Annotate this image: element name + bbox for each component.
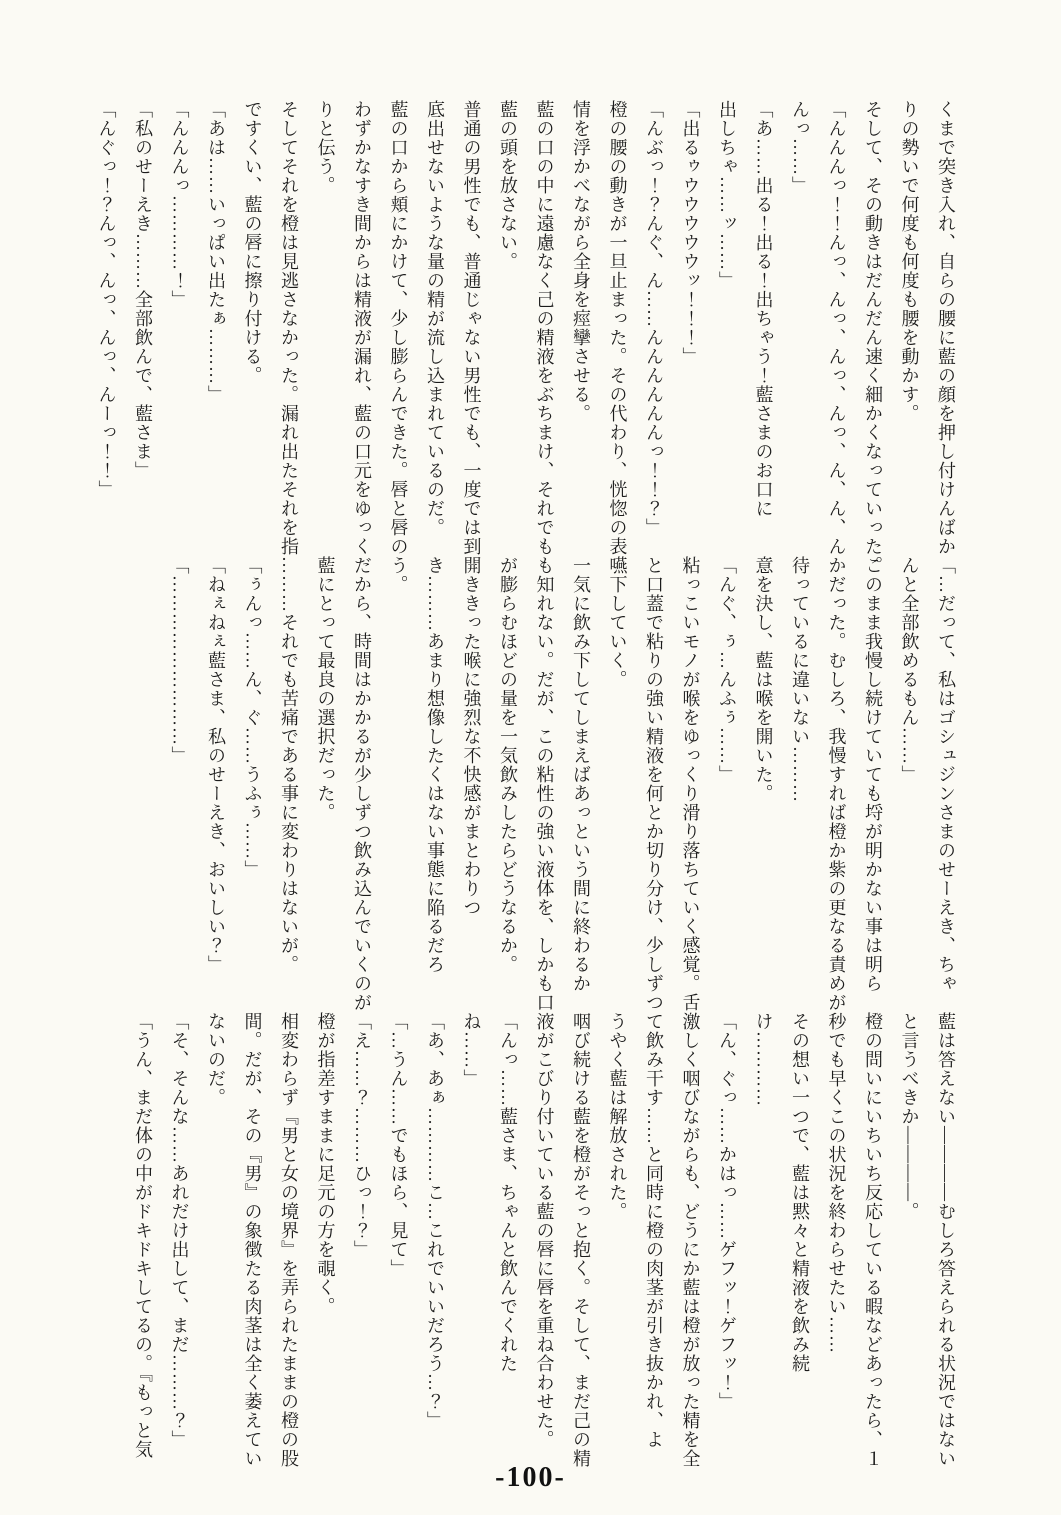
text-line: 粘っこいモノが喉をゆっくり滑り落ちていく感覚。舌: [680, 556, 701, 1012]
text-line: 液がこびり付いている藍の唇に唇を重ね合わせた。: [534, 1012, 555, 1449]
text-line: かだった。むしろ、我慢すれば橙か紫の更なる責めが: [826, 556, 847, 1012]
text-line: 「んんんっ…………！」: [169, 100, 190, 309]
text-line: 「私のせーえき………全部飲んで、藍さま」: [133, 100, 153, 480]
text-line: くまで突き入れ、自らの腰に藍の顔を押し付けんばか: [936, 100, 956, 556]
text-line: そしてそれを橙は見逃さなかった。漏れ出たそれを指: [279, 100, 299, 556]
text-line: 相変わらず『男と女の境界』を弄られたままの橙の股: [279, 1012, 299, 1468]
text-line: りと伝う。: [315, 100, 336, 195]
text-line: その想い一つで、藍は黙々と精液を飲み続: [790, 1012, 810, 1373]
text-line: そして、その動きはだんだん速く細かくなっていった。: [863, 100, 883, 575]
text-line: 藍は答えない――――むしろ答えられる状況ではない: [936, 1012, 956, 1468]
text-line: 「………………………」: [169, 556, 190, 765]
text-line: 秒でも早くこの状況を終わらせたい……: [826, 1012, 847, 1354]
text-line: 嚥下していく。: [607, 556, 628, 689]
text-line: 「出るゥウウウウウッ！！！」: [680, 100, 701, 366]
text-line: 藍にとって最良の選択だった。: [315, 556, 336, 822]
text-line: うやく藍は解放された。: [607, 1012, 628, 1221]
text-line: 橙の腰の動きが一旦止まった。その代わり、恍惚の表: [607, 100, 628, 556]
text-line: 「ぅんっ……ん、ぐ……うふぅ……」: [242, 556, 263, 879]
text-line: 底出せないような量の精が流し込まれているのだ。: [425, 100, 445, 537]
text-line: んっ……」: [790, 100, 810, 195]
text-line: ですくい、藍の唇に擦り付ける。: [242, 100, 263, 385]
text-line: このまま我慢し続けていても埒が明かない事は明ら: [863, 556, 883, 993]
text-line: 橙の問いにいちいち反応している暇などあったら、１: [863, 1012, 883, 1468]
text-line: 「あ、あぁ…………こ…これでいいだろう…？」: [425, 1012, 445, 1430]
text-line: 開ききった喉に強烈な不快感がまとわりつ: [461, 556, 482, 917]
text-line: 橙が指差すままに足元の方を覗く。: [315, 1012, 336, 1316]
page-number: -100-: [495, 1462, 566, 1493]
text-line: 「…うん……でもほら、見て」: [388, 1012, 409, 1278]
text-line: 待っているに違いない………: [790, 556, 810, 803]
text-line: 「んぶっ！？んぐ、ん……んんんんんんっ！！？」: [644, 100, 664, 537]
text-line: 「あ……出る！出る！出ちゃう！藍さまのお口に: [753, 100, 774, 518]
text-line: 「え……？………ひっ！？」: [352, 1012, 372, 1259]
text-band-2: [161, 556, 964, 1026]
text-line: ないのだ。: [206, 1012, 226, 1107]
text-line: 藍の口の中に遠慮なく己の精液をぶちまけ、それでも: [534, 100, 555, 556]
text-line: も知れない。だが、この粘性の強い液体を、しかも口: [534, 556, 555, 1012]
text-line: 「んぐ、ぅ…んふぅ……」: [717, 556, 737, 784]
text-line: 藍の口から頬にかけて、少し膨らんできた。唇と唇の: [388, 100, 409, 556]
text-line: 情を浮かべながら全身を痙攣させる。: [571, 100, 591, 423]
text-line: 激しく咽びながらも、どうにか藍は橙が放った精を全: [680, 1012, 701, 1468]
text-line: 「…だって、私はゴシュジンさまのせーえき、ちゃ: [936, 556, 956, 993]
text-line: 「んっ……藍さま、ちゃんと飲んでくれた: [498, 1012, 518, 1373]
text-line: ………それでも苦痛である事に変わりはないが。: [279, 556, 299, 974]
text-line: 間。だが、その『男』の象徴たる肉茎は全く萎えてい: [242, 1012, 263, 1468]
text-line: 「んぐっ！？んっ、んっ、んっ、んーっ！！」: [96, 100, 117, 499]
text-line: 「んんんっ！！んっ、んっ、んっ、んっ、ん、ん、ん: [826, 100, 847, 556]
text-band-3: [125, 1012, 965, 1470]
text-band-1: [88, 100, 964, 575]
text-line: う。: [388, 556, 409, 594]
text-line: だから、時間はかかるが少しずつ飲み込んでいくのが: [352, 556, 372, 1012]
text-line: 「うん、まだ体の中がドキドキしてるの。『もっと気: [133, 1012, 153, 1459]
text-line: ね……」: [461, 1012, 482, 1088]
text-line: 出しちゃ……ッ……」: [717, 100, 737, 290]
text-line: け…………: [753, 1012, 774, 1107]
text-line: 意を決し、藍は喉を開いた。: [753, 556, 774, 803]
text-line: が膨らむほどの量を一気飲みしたらどうなるか。: [498, 556, 518, 974]
text-line: 一気に飲み下してしまえばあっという間に終わるか: [571, 556, 591, 993]
text-line: と言うべきか――――。: [899, 1012, 920, 1221]
text-line: 咽び続ける藍を橙がそっと抱く。そして、まだ己の精: [571, 1012, 591, 1468]
text-line: 普通の男性でも、普通じゃない男性でも、一度では到: [461, 100, 482, 556]
text-line: りの勢いで何度も何度も腰を動かす。: [899, 100, 920, 423]
text-line: 「ん、ぐっ……かはっ……ゲフッ！ゲフッ！」: [717, 1012, 737, 1411]
text-line: 「あは……いっぱい出たぁ………」: [206, 100, 226, 404]
text-line: んと全部飲めるもん……」: [899, 556, 920, 784]
text-line: 「ねぇねぇ藍さま、私のせーえき、おいしい？」: [206, 556, 226, 974]
text-line: 藍の頭を放さない。: [498, 100, 518, 271]
text-line: 「そ、そんな……あれだけ出して、まだ………？」: [169, 1012, 190, 1449]
text-line: わずかなすき間からは精液が漏れ、藍の口元をゆっく: [352, 100, 372, 556]
text-line: と口蓋で粘りの強い精液を何とか切り分け、少しずつ: [644, 556, 664, 1012]
text-line: て飲み干す……と同時に橙の肉茎が引き抜かれ、よ: [644, 1012, 664, 1449]
text-line: き………あまり想像したくはない事態に陥るだろ: [425, 556, 445, 974]
